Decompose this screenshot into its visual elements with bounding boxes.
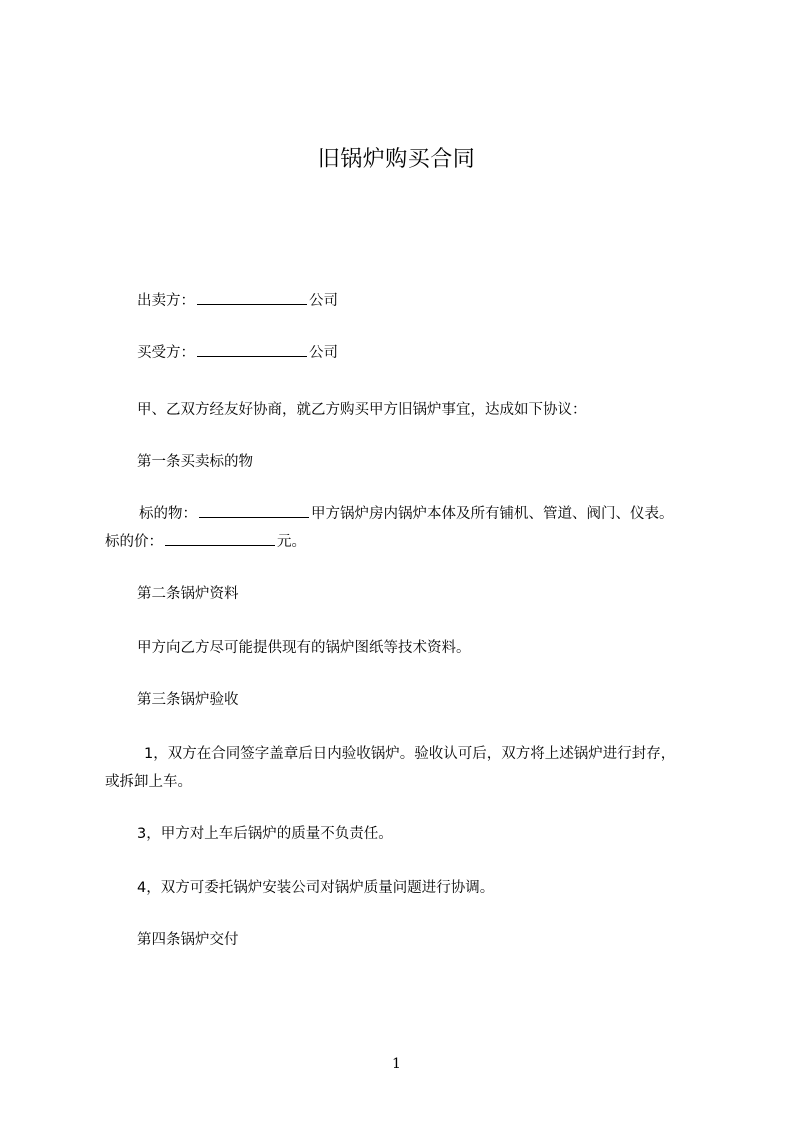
preamble: 甲、乙双方经友好协商，就乙方购买甲方旧锅炉事宜，达成如下协议： xyxy=(137,402,587,418)
seller-label: 出卖方： xyxy=(137,293,195,309)
page-number: 1 xyxy=(392,1056,401,1072)
buyer-blank xyxy=(197,340,307,357)
buyer-label: 买受方： xyxy=(137,345,195,361)
document-title: 旧锅炉购买合同 xyxy=(317,147,476,172)
article2-title: 第二条锅炉资料 xyxy=(137,586,239,602)
price-suffix: 元。 xyxy=(277,534,306,550)
article3-item4: 4，双方可委托锅炉安装公司对锅炉质量问题进行协调。 xyxy=(137,880,495,896)
article4-title: 第四条锅炉交付 xyxy=(137,932,239,948)
seller-blank xyxy=(197,288,307,305)
seller-suffix: 公司 xyxy=(309,293,338,309)
article3-title: 第三条锅炉验收 xyxy=(137,692,239,708)
price-line xyxy=(105,528,725,556)
seller-line xyxy=(137,287,727,315)
subject-label: 标的物： xyxy=(139,506,197,522)
price-label: 标的价： xyxy=(105,534,163,550)
subject-blank xyxy=(199,501,309,518)
subject-line xyxy=(139,500,759,528)
article3-item1-line2: 或拆卸上车。 xyxy=(105,774,192,790)
subject-desc: 甲方锅炉房内锅炉本体及所有铺机、管道、阀门、仪表。 xyxy=(311,506,674,522)
price-blank xyxy=(165,529,275,546)
buyer-suffix: 公司 xyxy=(309,345,338,361)
article3-item1-line1: 1，双方在合同签字盖章后日内验收锅炉。验收认可后，双方将上述锅炉进行封存， xyxy=(144,746,676,762)
buyer-line xyxy=(137,339,727,367)
article2-text: 甲方向乙方尽可能提供现有的锅炉图纸等技术资料。 xyxy=(137,640,471,656)
article3-item3: 3，甲方对上车后锅炉的质量不负责任。 xyxy=(137,826,393,842)
article1-title: 第一条买卖标的物 xyxy=(137,454,253,470)
